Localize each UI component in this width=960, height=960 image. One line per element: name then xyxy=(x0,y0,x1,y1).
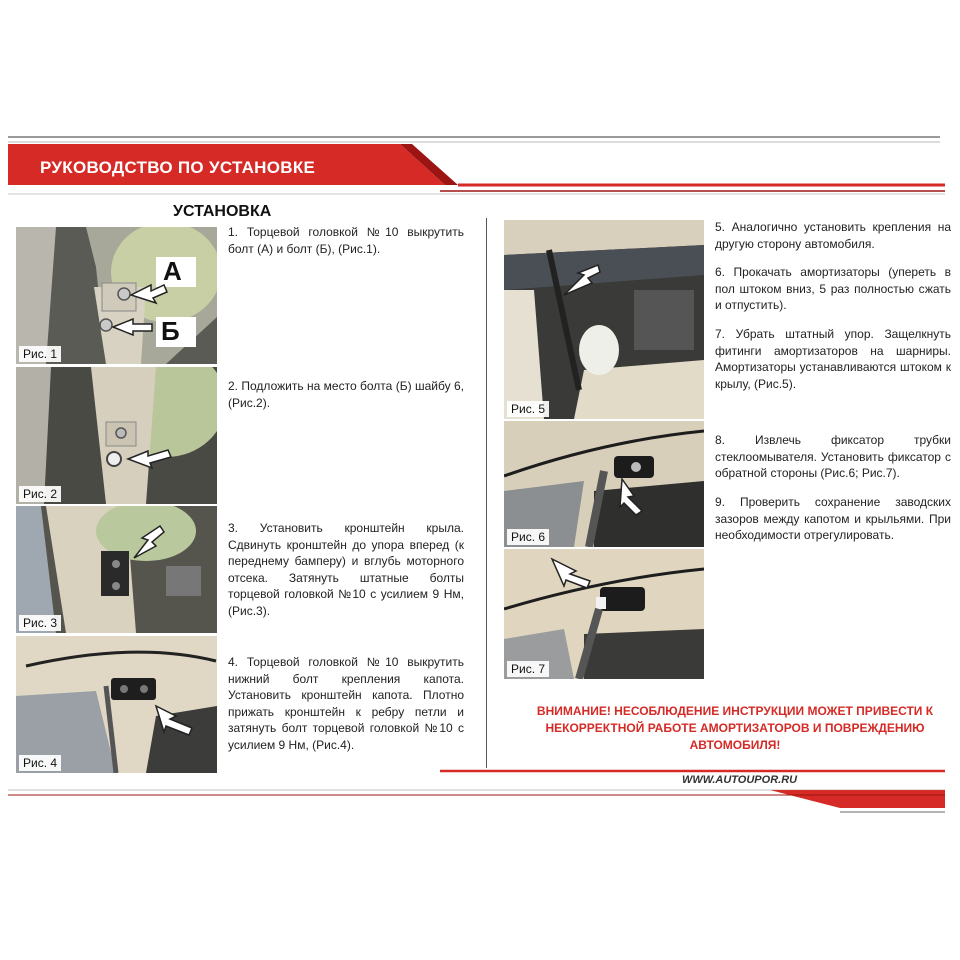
step-2: 2. Подложить на место болта (Б) шайбу 6, (Рис.2). xyxy=(228,379,464,410)
step-6: 6. Прокачать амортизаторы (упереть в пол штоком вниз, 5 раз полностью сжать и отпустить). xyxy=(715,265,951,312)
footer-website: WWW.AUTOUPOR.RU xyxy=(682,774,798,786)
figure-4-photo xyxy=(16,636,217,773)
footer-banner xyxy=(0,768,960,818)
step-4: 4. Торцевой головкой №10 выкрутить нижний болт крепления капота. Установить кронштейн капота. Плотно прижать кронштейн к ребру петли и затянуть болт торцевой головкой №10 с усилием 9 Нм, (Рис.4). xyxy=(228,655,464,752)
column-divider xyxy=(486,218,487,768)
step-7: 7. Убрать штатный упор. Защелкнуть фитинги амортизаторов на шарниры. Амортизаторы устанавливаются штоком к крылу, (Рис.5). xyxy=(715,327,951,391)
mark-a: А xyxy=(163,256,182,286)
figure-7-label: Рис. 7 xyxy=(507,661,549,677)
mark-b: Б xyxy=(161,316,180,346)
figure-3-photo xyxy=(16,506,217,633)
figure-3-label: Рис. 3 xyxy=(19,615,61,631)
figure-5-photo xyxy=(504,220,704,419)
figure-2-label: Рис. 2 xyxy=(19,486,61,502)
step-8: 8. Извлечь фиксатор трубки стеклоомывателя. Установить фиксатор с обратной стороны (Рис.6; Рис.7). xyxy=(715,433,951,480)
step-3: 3. Установить кронштейн крыла. Сдвинуть кронштейн до упора вперед (к переднему бамперу) и вглубь моторного отсека. Затянуть штатные болты торцевой головкой №10 с усилием 9 Нм, (Рис.3). xyxy=(228,521,464,618)
figure-7-photo xyxy=(504,549,704,679)
figure-5-label: Рис. 5 xyxy=(507,401,549,417)
figure-6-label: Рис. 6 xyxy=(507,529,549,545)
section-title: УСТАНОВКА xyxy=(173,203,272,220)
warning-notice: ВНИМАНИЕ! НЕСОБЛЮДЕНИЕ ИНСТРУКЦИИ МОЖЕТ ПРИВЕСТИ К НЕКОРРЕКТНОЙ РАБОТЕ АМОРТИЗАТОРОВ И ПОВРЕЖДЕНИЮ АВТОМОБИЛЯ! xyxy=(536,704,934,752)
step-5: 5. Аналогично установить крепления на другую сторону автомобиля. xyxy=(715,220,951,251)
step-1: 1. Торцевой головкой №10 выкрутить болт (А) и болт (Б), (Рис.1). xyxy=(228,225,464,256)
figure-6-photo xyxy=(504,421,704,547)
figure-1-photo xyxy=(16,227,217,364)
step-9: 9. Проверить сохранение заводских зазоров между капотом и крыльями. При необходимости отрегулировать. xyxy=(715,495,951,542)
figure-2-photo xyxy=(16,367,217,504)
figure-4-label: Рис. 4 xyxy=(19,755,61,771)
figure-1-label: Рис. 1 xyxy=(19,346,61,362)
page-title: РУКОВОДСТВО ПО УСТАНОВКЕ xyxy=(40,158,316,177)
